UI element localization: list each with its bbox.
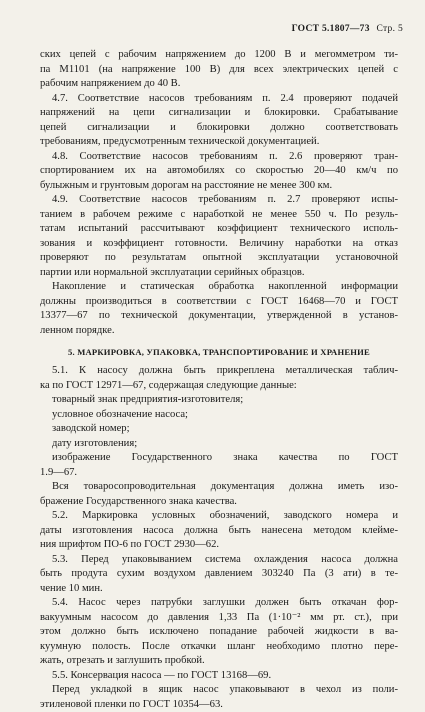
text-line: ленном порядке. (40, 324, 398, 339)
list-item: условное обозначение насоса; (40, 408, 398, 423)
text-line: напряжений на цепи сигнализации и блокировки. Срабатывание (40, 106, 398, 121)
document-body (40, 48, 398, 712)
text-line: жать, отрезать и заглушить пробкой. (40, 654, 398, 669)
text-line: 5.4. Насос через патрубки заглушки должен быть откачан фор- (40, 596, 398, 611)
text-line: па М1101 (на напряжение 100 В) для всех электрических цепей с (40, 63, 398, 78)
text-line: куумную полость. После откачки шланг необходимо плотно пере- (40, 640, 398, 655)
text-line: танием в рабочем режиме с наработкой не менее 550 ч. По резуль- (40, 208, 398, 223)
text-line: ских цепей с рабочим напряжением до 1200 В и мегомметром ти- (40, 48, 398, 63)
page-number: Стр. 5 (376, 24, 403, 34)
text-line: 4.8. Соответствие насосов требованиям п. 2.6 проверяют тран- (40, 150, 398, 165)
text-line: быть продута сухим воздухом давлением 303240 Па (3 ати) в те- (40, 567, 398, 582)
text-line: даты изготовления насоса должна быть нанесена методом клейме- (40, 524, 398, 539)
page-header (292, 24, 403, 34)
text-line: 5.2. Маркировка условных обозначений, заводского номера и (40, 509, 398, 524)
text-line: партии или нормальной эксплуатации серийных образцов. (40, 266, 398, 281)
text-line: 4.9. Соответствие насосов требованиям п. 2.7 проверяют испы- (40, 193, 398, 208)
text-line: ка по ГОСТ 12971—67, содержащая следующие данные: (40, 379, 398, 394)
text-line: 5.1. К насосу должна быть прикреплена металлическая таблич- (40, 364, 398, 379)
text-line: этиленовой пленки по ГОСТ 10354—63. (40, 698, 398, 712)
text-line: 5.3. Перед упаковыванием система охлаждения насоса должна (40, 553, 398, 568)
text-line: бражение Государственного знака качества. (40, 495, 398, 510)
text-line: Накопление и статическая обработка накопленной информации (40, 280, 398, 295)
text-line: Перед укладкой в ящик насос упаковывают в чехол из поли- (40, 683, 398, 698)
list-item: заводской номер; (40, 422, 398, 437)
text-line: 5.5. Консервация насоса — по ГОСТ 13168—69. (40, 669, 398, 684)
text-line: булыжным и грунтовым дорогам на расстояние не менее 300 км. (40, 179, 398, 194)
text-line: чение 10 мин. (40, 582, 398, 597)
text-line: должны производиться в соответствии с ГОСТ 16468—70 и ГОСТ (40, 295, 398, 310)
text-line: татам испытаний рассчитывают коэффициент технического исполь- (40, 222, 398, 237)
text-line: проверяют по результатам опытной эксплуатации установочной (40, 251, 398, 266)
text-line: спортированием их на автомобилях со скоростью 20—40 км/ч по (40, 164, 398, 179)
text-line: этом должно быть исключено попадание рабочей жидкости в ва- (40, 625, 398, 640)
text-line: цепей сигнализации и блокировки должно соответствовать (40, 121, 398, 136)
list-item: изображение Государственного знака качества по ГОСТ (40, 451, 398, 466)
list-item: товарный знак предприятия-изготовителя; (40, 393, 398, 408)
text-line: 13377—67 по технической документации, утвержденной в установ- (40, 309, 398, 324)
section-heading: 5. МАРКИРОВКА, УПАКОВКА, ТРАНСПОРТИРОВАНИЕ И ХРАНЕНИЕ (40, 342, 398, 362)
standard-number: ГОСТ 5.1807—73 (292, 24, 370, 34)
text-line: 1.9—67. (40, 466, 398, 481)
text-line: требованиям, предусмотренным технической документацией. (40, 135, 398, 150)
text-line: ния шрифтом ПО-6 по ГОСТ 2930—62. (40, 538, 398, 553)
text-line: 4.7. Соответствие насосов требованиям п. 2.4 проверяют подачей (40, 92, 398, 107)
text-line: рабочим напряжением до 40 В. (40, 77, 398, 92)
text-line: вакуумным насосом до давления 1,33 Па (1·10⁻² мм рт. ст.), при (40, 611, 398, 626)
text-line: Вся товаросопроводительная документация должна иметь изо- (40, 480, 398, 495)
list-item: дату изготовления; (40, 437, 398, 452)
text-line: зования и коэффициент готовности. Величину наработки на отказ (40, 237, 398, 252)
